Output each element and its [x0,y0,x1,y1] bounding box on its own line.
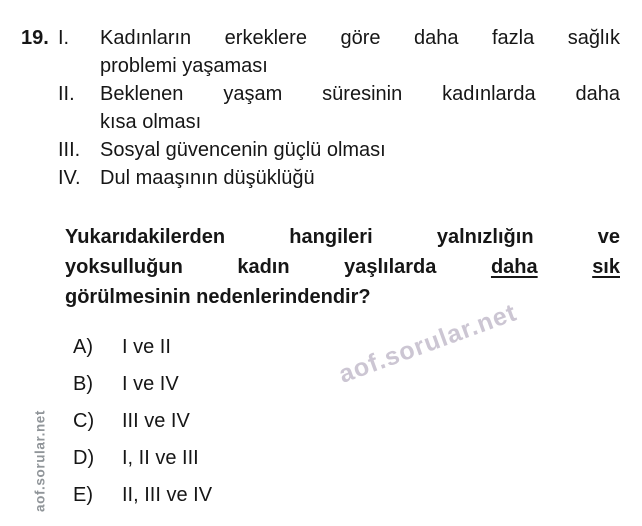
option-text: I ve II [122,336,171,358]
stem-text: yoksulluğun kadın yaşlılarda [65,256,437,278]
stem-underlined-word: daha [490,256,538,278]
statement-item-4 [58,164,620,192]
statement-line: kısa olması [100,111,202,133]
option-d [73,445,493,471]
statement-line: problemi yaşaması [100,55,268,77]
statement-line: Dul maaşının düşüklüğü [100,167,315,189]
statement-line: Sosyal güvencenin güçlü olması [100,139,386,161]
statement-numeral: III. [58,139,81,161]
statement-line: Beklenen yaşam süresinin kadınlarda daha [100,83,620,105]
question-stem [65,222,620,312]
question-block [21,24,620,192]
option-a [73,334,493,360]
statement-numeral: IV. [58,167,81,189]
statement-text [100,164,620,192]
statement-line: Kadınların erkeklere göre daha fazla sağlık [100,27,620,49]
watermark-diagonal: aof.sorular.net [335,298,521,389]
option-c [73,408,493,434]
stem-line-3: görülmesinin nedenlerindendir? [65,286,371,308]
option-text: I ve IV [122,373,179,395]
statement-numeral: I. [58,27,70,49]
option-e [73,482,493,508]
stem-line-2 [65,252,620,282]
statement-numeral: II. [58,83,75,105]
stem-line-1: Yukarıdakilerden hangileri yalnızlığın ve [65,226,620,248]
stem-underlined-word: sık [592,256,620,278]
statement-text [100,136,620,164]
option-text: III ve IV [122,410,190,432]
statement-item-2 [58,80,620,136]
options-list [73,334,493,519]
option-letter: B) [73,373,93,395]
watermark-vertical: aof.sorular.net [32,409,48,513]
option-letter: D) [73,447,95,469]
statement-text [100,24,620,80]
option-letter: A) [73,336,93,358]
option-letter: E) [73,484,93,506]
option-text: I, II ve III [122,447,199,469]
option-b [73,371,493,397]
statement-item-3 [58,136,620,164]
statement-item-1 [58,24,620,80]
option-letter: C) [73,410,95,432]
option-text: II, III ve IV [122,484,213,506]
question-number: 19. [21,27,49,49]
statement-list [58,24,620,192]
statement-text [100,80,620,136]
